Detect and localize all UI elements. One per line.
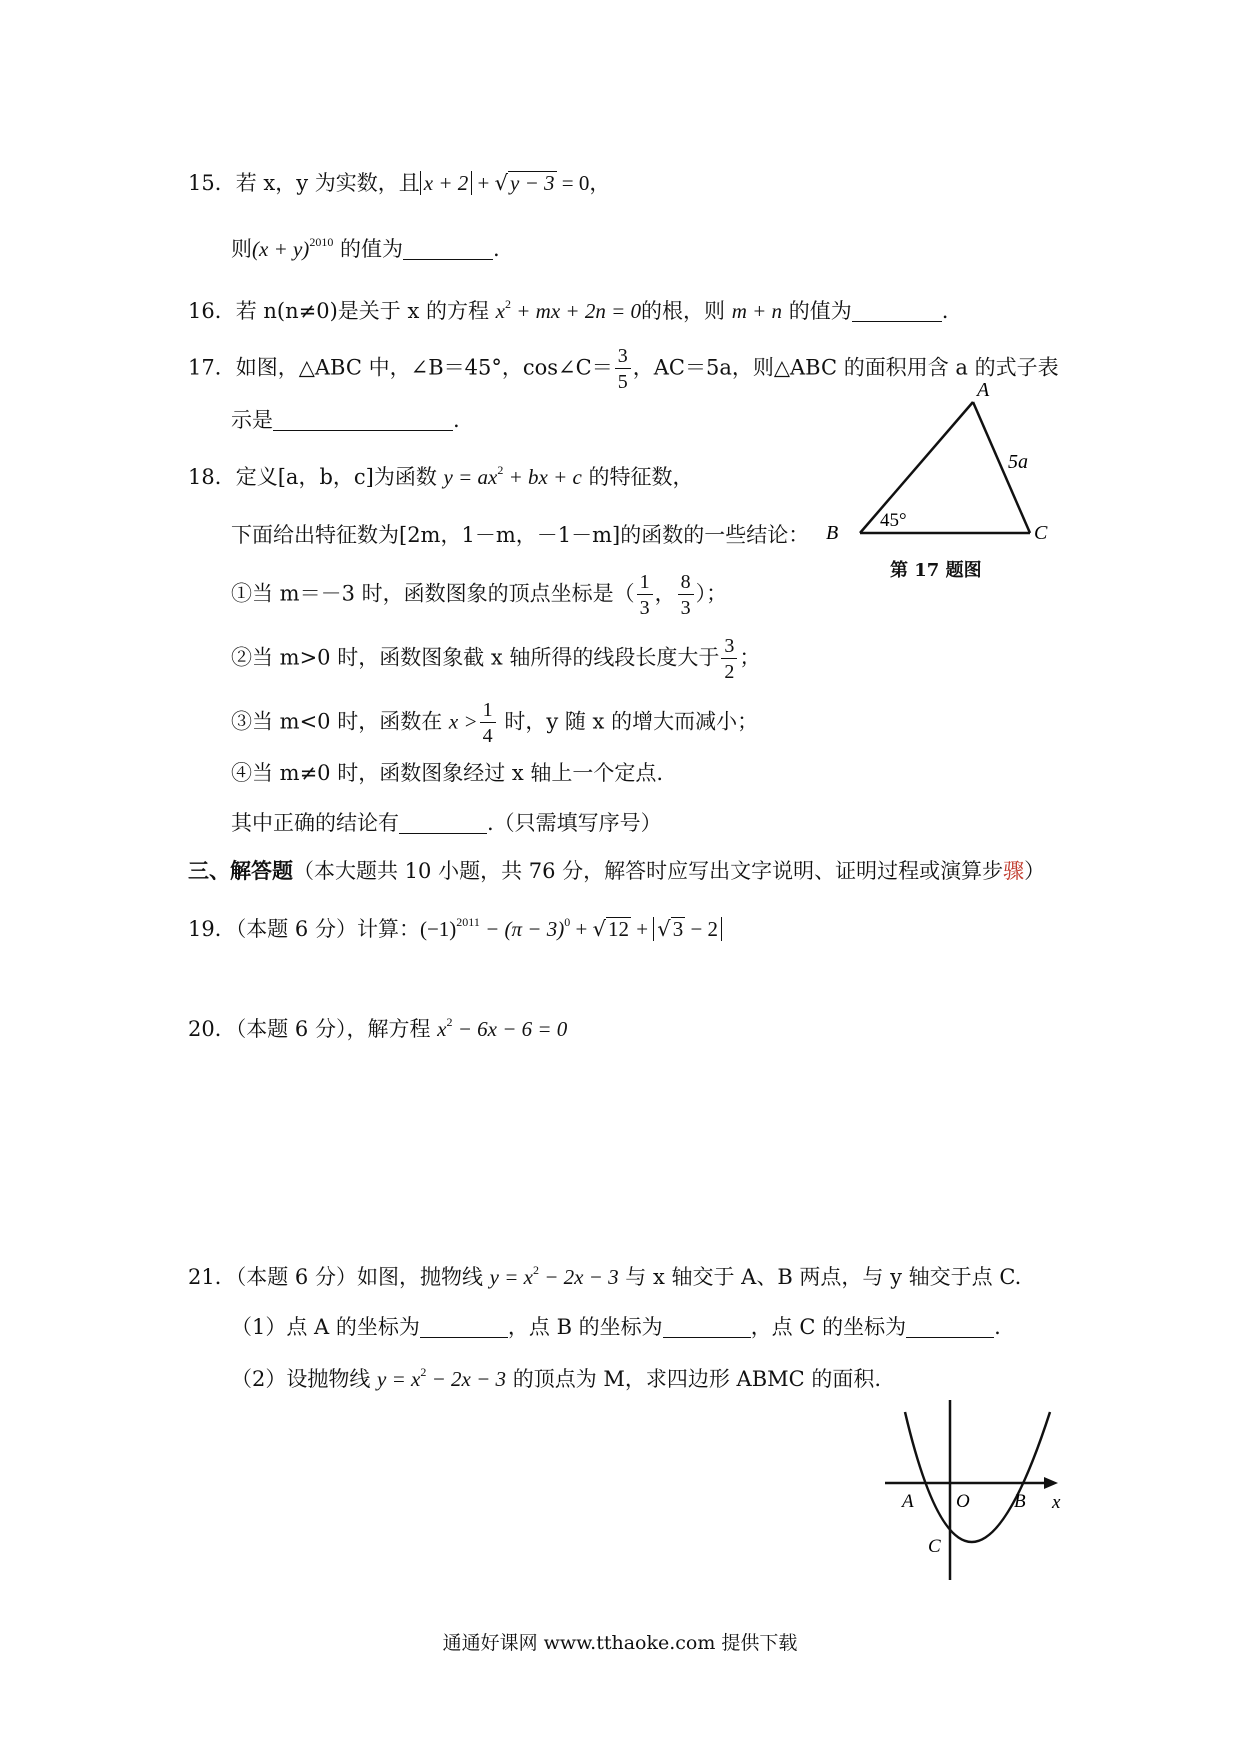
parabola-figure-21 bbox=[880, 1400, 1080, 1590]
question-17-line2: 示是 . bbox=[231, 408, 460, 432]
question-18-line1: 18．定义[a，b，c]为函数 $y = ax^2$ + bx + c 的特征数， bbox=[188, 463, 694, 489]
answer-blank[interactable] bbox=[273, 410, 453, 431]
question-20: 20．（本题 6 分），解方程 $x^2 - 6x - 6 = 0$ bbox=[188, 1015, 568, 1041]
question-18-answer: 其中正确的结论有 .（只需填写序号） bbox=[231, 811, 662, 835]
answer-blank[interactable] bbox=[852, 301, 942, 322]
question-15-line1: 15．若 x，y 为实数，且 x + 2 + √y − 3 = 0， bbox=[188, 168, 610, 198]
question-number: 15． bbox=[188, 171, 236, 195]
square-root: √12 bbox=[592, 917, 629, 941]
conclusion-1: ①当 m＝－3 时，函数图象的顶点坐标是（ $\frac{1}{3}$ ， $\frac{8}{3}$ ）； bbox=[231, 571, 728, 619]
x-axis-arrow bbox=[1044, 1477, 1058, 1489]
question-21-part1: （1）点 A 的坐标为 ，点 B 的坐标为 ，点 C 的坐标为 . bbox=[231, 1315, 1001, 1339]
x-axis-label: x bbox=[1052, 1492, 1061, 1513]
question-number: 18． bbox=[188, 465, 236, 489]
parabola-curve bbox=[905, 1412, 1050, 1542]
question-number: 20． bbox=[188, 1017, 236, 1041]
point-a-label: A bbox=[902, 1491, 914, 1512]
question-15-line2: 则$(x + y)^{2010}$ 的值为 . bbox=[231, 235, 500, 261]
point-c-label: C bbox=[928, 1536, 941, 1557]
side-length-label: 5a bbox=[1008, 451, 1028, 473]
conclusion-4: ④当 m≠0 时，函数图象经过 x 轴上一个定点. bbox=[231, 761, 664, 785]
answer-blank-b[interactable] bbox=[663, 1317, 751, 1338]
answer-blank[interactable] bbox=[399, 813, 487, 834]
origin-label: O bbox=[956, 1491, 970, 1512]
vertex-a-label: A bbox=[977, 380, 990, 401]
conclusion-2: ②当 m>0 时，函数图象截 x 轴所得的线段长度大于 $\frac{3}{2}$ ； bbox=[231, 635, 761, 683]
triangle-figure-17 bbox=[820, 380, 1080, 540]
fraction: $\frac{3}{2}$ bbox=[721, 636, 737, 682]
question-number: 17． bbox=[188, 355, 236, 380]
section-3-header: 三、解答题（本大题共 10 小题，共 76 分，解答时应写出文字说明、证明过程或演算步骤） bbox=[188, 858, 1046, 883]
answer-blank-a[interactable] bbox=[420, 1317, 508, 1338]
square-root: √y − 3 bbox=[494, 171, 555, 195]
conclusion-3: ③当 m<0 时，函数在 x > $\frac{1}{4}$ 时，y 随 x 的增大而减小； bbox=[231, 699, 759, 747]
question-21-part2: （2）设抛物线 $y = x^2 - 2x - 3$ 的顶点为 M，求四边形 ABMC 的面积. bbox=[231, 1365, 882, 1391]
question-21-line1: 21．（本题 6 分）如图，抛物线 $y = x^2 - 2x - 3$ 与 x 轴交于 A、B 两点，与 y 轴交于点 C. bbox=[188, 1263, 1022, 1289]
question-number: 19． bbox=[188, 917, 236, 941]
question-number: 16． bbox=[188, 299, 236, 323]
vertex-b-label: B bbox=[826, 522, 839, 540]
answer-blank[interactable] bbox=[403, 239, 493, 260]
answer-blank-c[interactable] bbox=[906, 1317, 994, 1338]
fraction: $\frac{3}{5}$ bbox=[615, 346, 631, 392]
fraction: $\frac{1}{3}$ bbox=[637, 572, 653, 618]
point-b-label: B bbox=[1014, 1491, 1026, 1512]
fraction: $\frac{1}{4}$ bbox=[480, 700, 496, 746]
figure-17-caption: 第 17 题图 bbox=[890, 560, 982, 581]
question-17-line1: 17．如图，△ABC 中，∠B＝45°，cos∠C＝ $\frac{3}{5}$ ，AC＝5a，则△ABC 的面积用含 a 的式子表 bbox=[188, 345, 1059, 393]
question-18-line2: 下面给出特征数为[2m，1－m，－1－m]的函数的一些结论： bbox=[231, 523, 810, 547]
side-ab bbox=[860, 402, 973, 533]
page-footer: 通通好课网 www.tthaoke.com 提供下载 bbox=[442, 1632, 798, 1654]
question-19: 19．（本题 6 分）计算：$(-1)^{2011} - (\pi - 3)^0 + √12 + √3 - 2$ bbox=[188, 914, 722, 944]
vertex-c-label: C bbox=[1034, 522, 1048, 540]
absolute-value: √3 − 2 bbox=[653, 917, 722, 941]
question-number: 21． bbox=[188, 1265, 236, 1289]
fraction: $\frac{8}{3}$ bbox=[678, 572, 694, 618]
question-16: 16．若 n(n≠0)是关于 x 的方程 $x^2$ + mx + 2n = 0的根，则 m + n 的值为 . bbox=[188, 297, 949, 323]
angle-label: 45° bbox=[880, 510, 907, 531]
section-title: 三、解答题 bbox=[188, 858, 293, 883]
absolute-value: x + 2 bbox=[420, 171, 473, 195]
